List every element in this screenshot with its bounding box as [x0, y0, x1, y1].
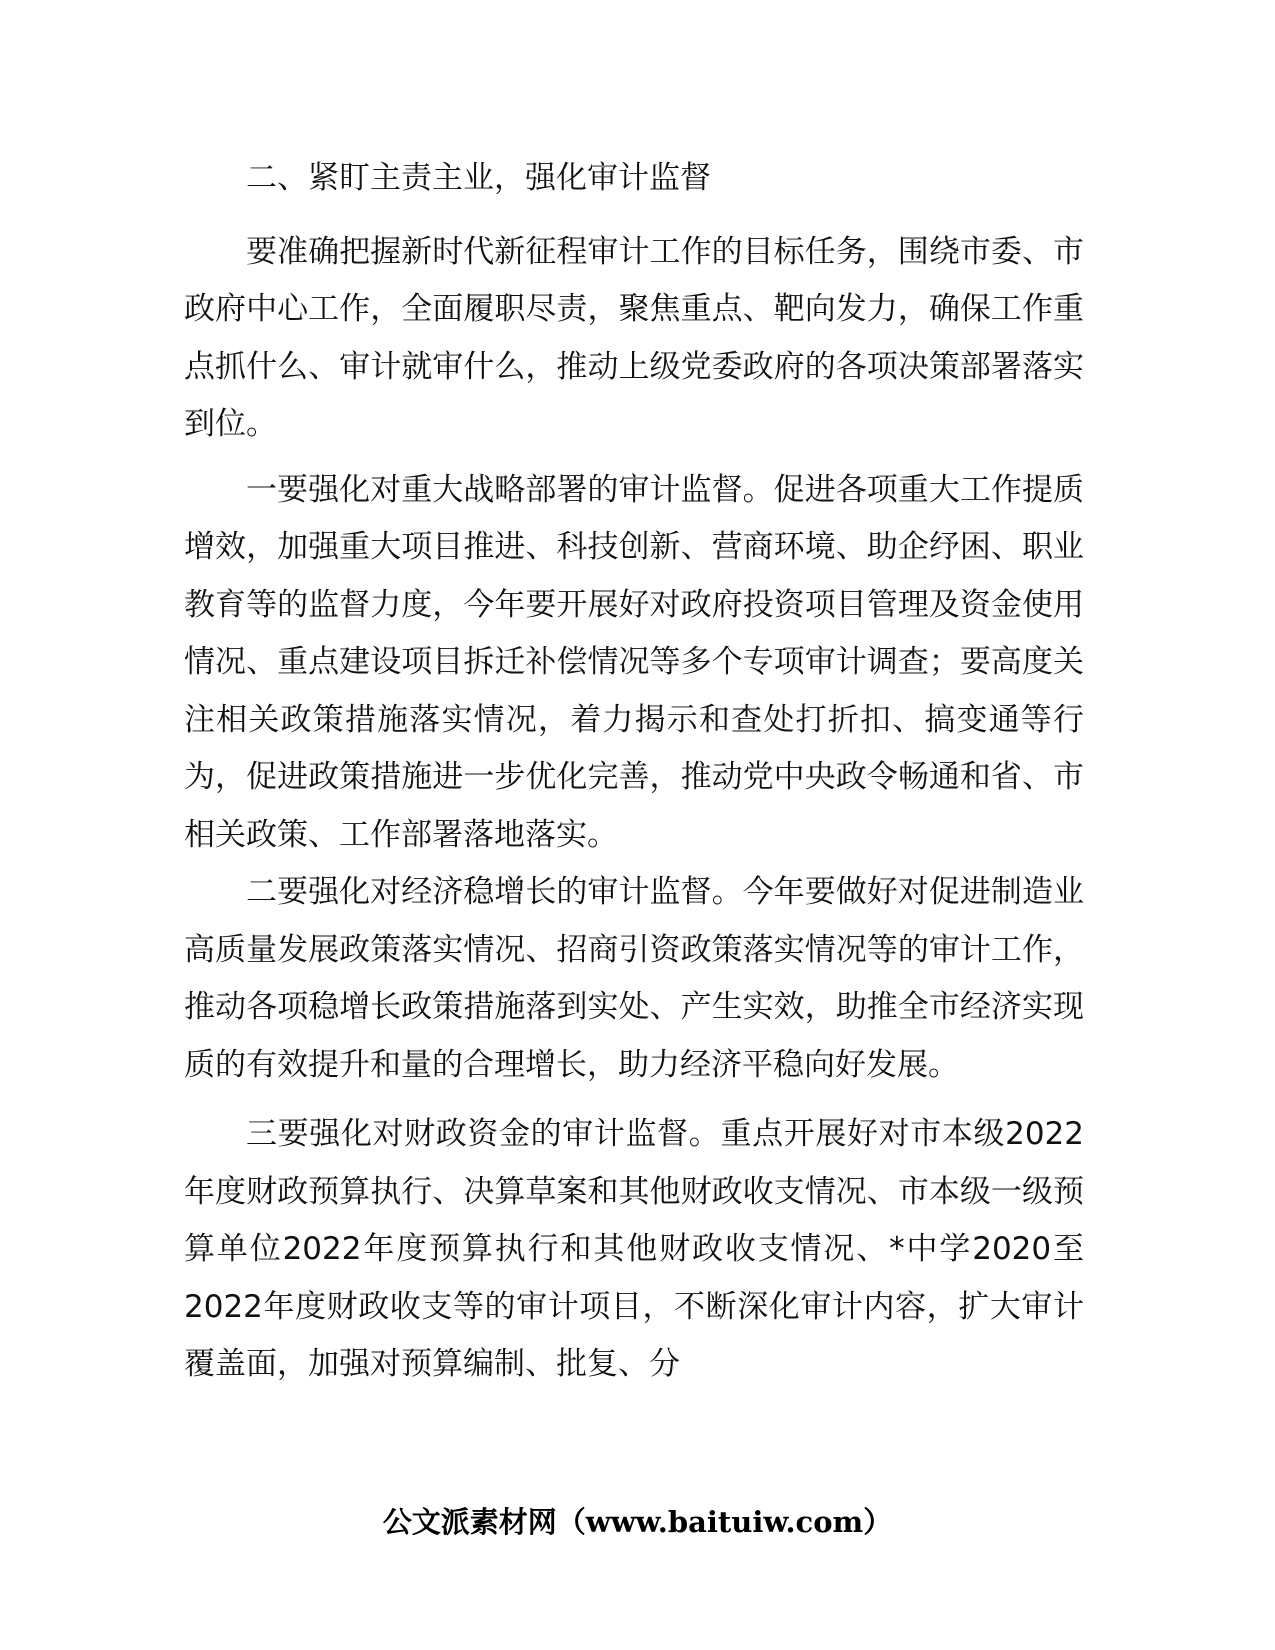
document-body: [184, 150, 1084, 1394]
paragraph-point-2: 二要强化对经济稳增长的审计监督。今年要做好对促进制造业高质量发展政策落实情况、招商引资政策落实情况等的审计工作，推动各项稳增长政策措施落到实处、产生实效，助推全市经济实现质的有效提升和量的合理增长，助力经济平稳向好发展。: [184, 874, 1084, 1083]
paragraph-intro: 要准确把握新时代新征程审计工作的目标任务，围绕市委、市政府中心工作，全面履职尽责，聚焦重点、靶向发力，确保工作重点抓什么、审计就审什么，推动上级党委政府的各项决策部署落实到位。: [184, 233, 1084, 442]
paragraph-point-3: 三要强化对财政资金的审计监督。重点开展好对市本级2022年度财政预算执行、决算草案和其他财政收支情况、市本级一级预算单位2022年度预算执行和其他财政收支情况、*中学2020至2022年度财政收支等的审计项目，不断深化审计内容，扩大审计覆盖面，加强对预算编制、批复、分: [184, 1116, 1084, 1382]
paragraph-point-1: 一要强化对重大战略部署的审计监督。促进各项重大工作提质增效，加强重大项目推进、科技创新、营商环境、助企纾困、职业教育等的监督力度，今年要开展好对政府投资项目管理及资金使用情况、重点建设项目拆迁补偿情况等多个专项审计调查；要高度关注相关政策措施落实情况，着力揭示和查处打折扣、搞变通等行为，促进政策措施进一步优化完善，推动党中央政令畅通和省、市相关政策、工作部署落地落实。: [184, 471, 1084, 853]
section-heading: 二、紧盯主责主业，强化审计监督: [246, 160, 711, 196]
page-footer-watermark: 公文派素材网（www.baituiw.com）: [382, 1505, 893, 1539]
